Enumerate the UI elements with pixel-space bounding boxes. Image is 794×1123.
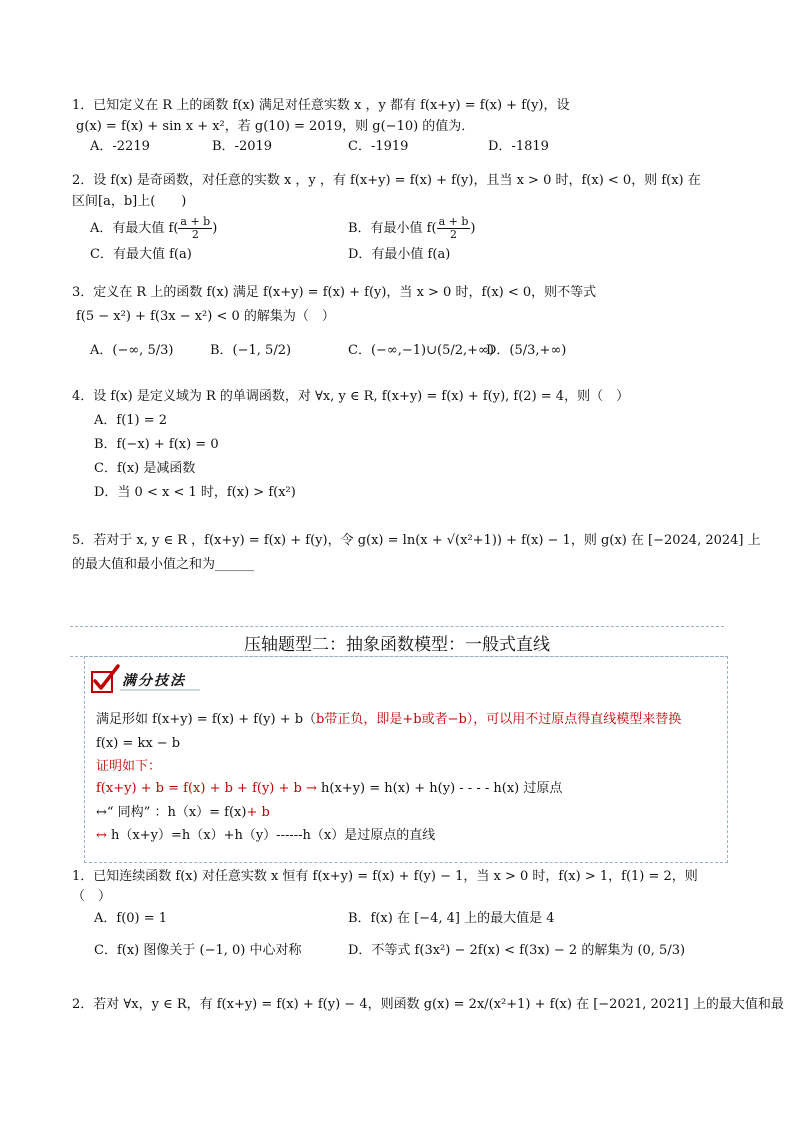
q1-option-b: B．-2019	[212, 139, 273, 154]
q1-line2: g(x) = f(x) + sin x + x²，若 g(10) = 2019，则 g(−10) 的值为．	[76, 119, 475, 134]
q2-line1: 2．设 f(x) 是奇函数，对任意的实数 x ，y ，有 f(x+y) = f(x) + f(y)，且当 x > 0 时，f(x) < 0，则 f(x) 在	[72, 173, 701, 188]
method-line1	[96, 711, 681, 729]
q2-option-a-frac-num: a + b	[180, 215, 211, 228]
p1-option-d: D．不等式 f(3x²) − 2f(x) < f(3x) − 2 的解集为 (0, 5/3)	[348, 943, 686, 958]
q2-option-a: A．有最大值 f( $\frac{a + b}{2}$ )	[90, 215, 218, 241]
method-line2: f(x) = kx − b	[96, 736, 181, 751]
q4-option-b: B．f(−x) + f(x) = 0	[94, 437, 219, 452]
q2-option-b-fraction	[437, 216, 471, 241]
q2-option-b: B．有最小值 f( $\frac{a + b}{2}$ )	[348, 215, 476, 241]
q3-option-b: B．(−1, 5/2)	[210, 343, 292, 358]
q3-line2: f(5 − x²) + f(3x − x²) < 0 的解集为（ ）	[76, 309, 335, 324]
q2-option-a-fraction	[178, 216, 212, 241]
q2-option-c: C．有最大值 f(a)	[90, 247, 192, 262]
q4-option-d: D．当 0 < x < 1 时，f(x) > f(x²)	[94, 485, 296, 500]
q3-option-c: C．(−∞,−1)∪(5/2,+∞)	[348, 343, 494, 358]
q5-line2: 的最大值和最小值之和为______	[72, 557, 255, 572]
method-line5-black: ↔“ 同构” ：h（x）= f(x)	[96, 805, 247, 820]
q3-option-a: A．(−∞, 5/3)	[90, 343, 174, 358]
q4-option-a: A．f(1) = 2	[94, 413, 168, 428]
q1-option-c: C．-1919	[348, 139, 409, 154]
p1-option-b: B．f(x) 在 [−4, 4] 上的最大值是 4	[348, 911, 555, 926]
method-line4	[96, 780, 562, 798]
q1-option-a: A．-2219	[90, 139, 150, 154]
method-line6	[96, 827, 435, 845]
method-line1-red: b带正负，即是+b或者−b），可以用不过原点得直线模型来替换	[316, 712, 682, 727]
q2-option-a-frac-den: 2	[191, 228, 199, 241]
q4-line1: 4．设 f(x) 是定义域为 R 的单调函数，对 ∀x, y ∈ R, f(x+y) = f(x) + f(y), f(2) = 4，则（ ）	[72, 389, 630, 404]
method-proof-heading: 证明如下：	[96, 759, 162, 774]
q4-option-c: C．f(x) 是减函数	[94, 461, 196, 476]
p1-line2: （ ）	[72, 889, 112, 904]
q1-line1: 1．已知定义在 R 上的函数 f(x) 满足对任意实数 x ，y 都有 f(x+y) = f(x) + f(y)，设	[72, 98, 570, 113]
method-line4-black: h(x+y) = h(x) + h(y) - - - - h(x) 过原点	[321, 781, 563, 796]
q2-option-b-frac-den: 2	[449, 228, 457, 241]
method-badge-label: 满分技法	[122, 673, 186, 689]
method-line6-text: h（x+y）=h（x）+h（y）------h（x）是过原点的直线	[106, 828, 436, 843]
q2-option-d: D．有最小值 f(a)	[348, 247, 451, 262]
section-divider	[70, 626, 724, 627]
p1-option-c: C．f(x) 图像关于 (−1, 0) 中心对称	[94, 943, 302, 958]
method-line5-red: + b	[246, 805, 270, 820]
q1-option-d: D．-1819	[488, 139, 549, 154]
q3-option-d: D．(5/3,+∞)	[486, 343, 567, 358]
q2-option-b-frac-num: a + b	[438, 215, 469, 228]
method-line4-red: f(x+y) + b = f(x) + b + f(y) + b →	[96, 781, 322, 796]
section-title: 压轴题型二：抽象函数模型：一般式直线	[244, 635, 550, 655]
method-line1-black: 满足形如 f(x+y) = f(x) + f(y) + b（	[96, 712, 317, 727]
p1-option-a: A．f(0) = 1	[94, 911, 168, 926]
q2-line2: 区间[a，b]上( )	[72, 194, 187, 209]
p2-line1: 2．若对 ∀x，y ∈ R，有 f(x+y) = f(x) + f(y) − 4，则函数 g(x) = 2x/(x²+1) + f(x) 在 [−2021, 2021] 上的最大值和最	[72, 997, 784, 1012]
p1-line1: 1．已知连续函数 f(x) 对任意实数 x 恒有 f(x+y) = f(x) + f(y) − 1，当 x > 0 时，f(x) > 1，f(1) = 2，则	[72, 869, 698, 884]
method-line6-arrow: ↔	[96, 828, 107, 843]
q3-line1: 3．定义在 R 上的函数 f(x) 满足 f(x+y) = f(x) + f(y)，当 x > 0 时，f(x) < 0，则不等式	[72, 285, 597, 300]
method-line5	[96, 804, 270, 822]
q2-option-a-text: A．有最大值 f(	[90, 221, 179, 236]
q2-option-b-text: B．有最小值 f(	[348, 221, 437, 236]
q5-line1: 5．若对于 x, y ∈ R ，f(x+y) = f(x) + f(y)，令 g(x) = ln(x + √(x²+1)) + f(x) − 1，则 g(x) 在 [−2024, 2024] 上	[72, 533, 761, 548]
